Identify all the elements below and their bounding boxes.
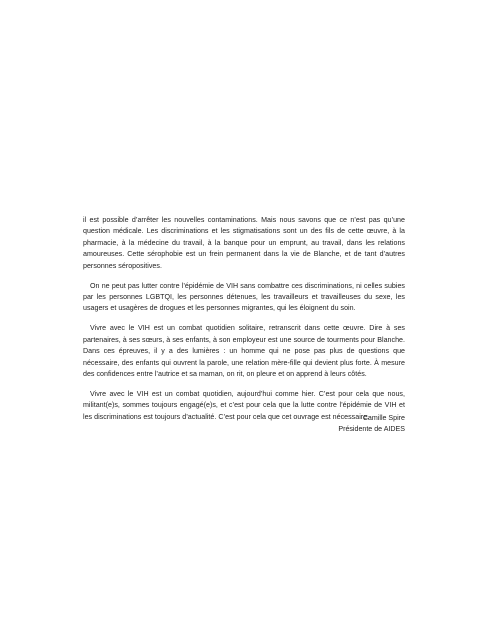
signature-name: Camille Spire [362,414,405,422]
body-text [83,215,405,432]
paragraph: Vivre avec le VIH est un combat quotidien, aujourd’hui comme hier. C’est pour cela que nous, militant(e)s, sommes toujours engagé(e)s, et c’est pour cela que la lutte contre l’épidémie de VIH et les discriminations est toujours d’actualité. C’est pour cela que cet ouvrage est nécessaire. [83,390,405,421]
paragraph: Vivre avec le VIH est un combat quotidien solitaire, retranscrit dans cette œuvre. Dire à ses partenaires, à ses sœurs, à ses enfants, à son employeur est une source de tourments pour Blanche. Dans ces épreuves, il y a des lumières : un homme qui ne pose pas plus de questions que nécessaire, des enfants qui ouvrent la parole, une relation mère-fille qui devient plus forte. À mesure des confidences entre l’autrice et sa maman, on rit, on pleure et on apprend à leurs côtés. [83,324,405,379]
paragraph: On ne peut pas lutter contre l’épidémie de VIH sans combattre ces discriminations, ni celles subies par les personnes LGBTQI, les personnes détenues, les travailleurs et travailleuses du sexe, les usagers et usagères de drogues et les personnes migrantes, qui les éloignent du soin. [83,281,405,313]
paragraph: il est possible d’arrêter les nouvelles contaminations. Mais nous savons que ce n’est pas qu’une question médicale. Les discriminations et les stigmatisations sont un des fils de cette œuvre, à la pharmacie, à la médecine du travail, à la banque pour un emprunt, au travail, dans les relations amoureuses. Cette sérophobie est un frein permanent dans la vie de Blanche, et de tant d’autres personnes séropositives. [83,216,405,270]
signature-role: Présidente de AIDES [338,425,405,434]
signature [338,413,405,436]
